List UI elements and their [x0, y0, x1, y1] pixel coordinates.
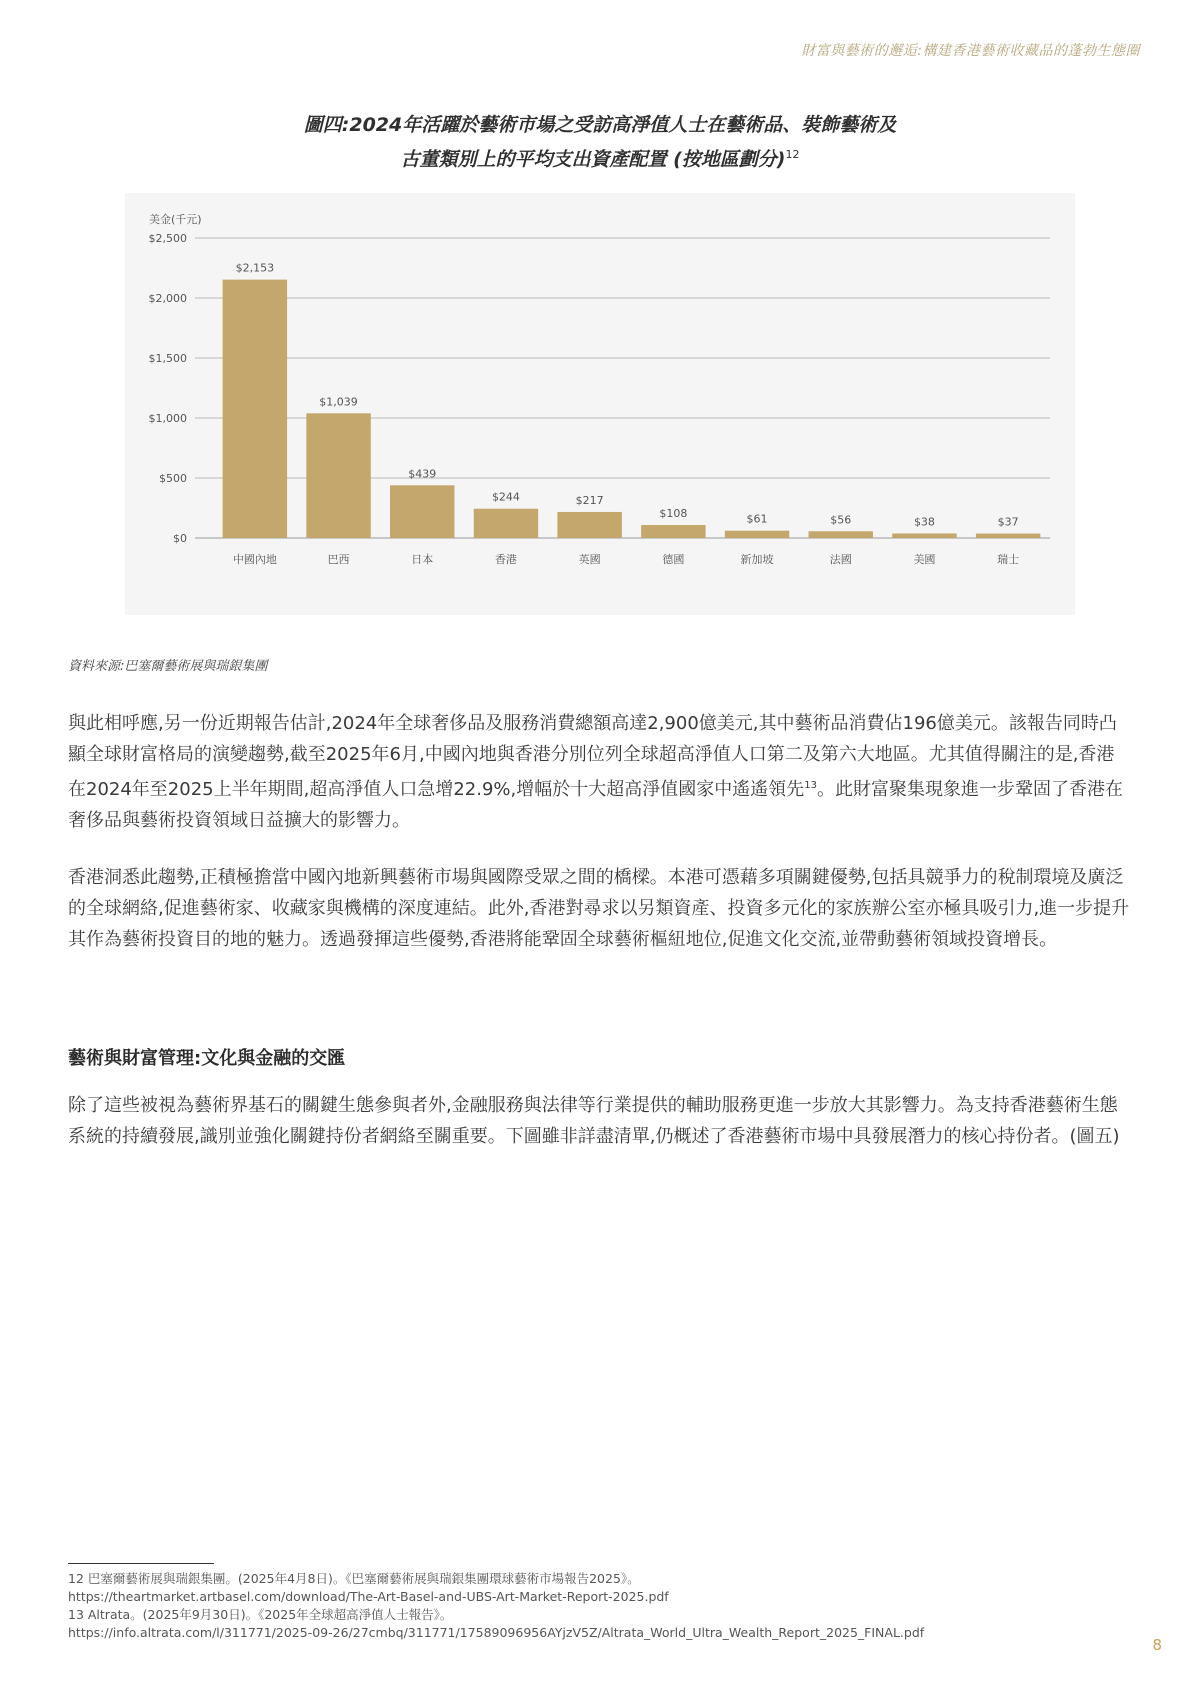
bar — [474, 509, 538, 538]
bar — [390, 485, 454, 538]
chart-source: 資料來源:巴塞爾藝術展與瑞銀集團 — [68, 659, 268, 674]
footnote-12-link[interactable]: https://theartmarket.artbasel.com/download/The-Art-Basel-and-UBS-Art-Market-Report-2025.pdf — [68, 1589, 669, 1604]
bar — [557, 512, 621, 538]
bar — [306, 413, 370, 538]
footnote-13-link[interactable]: https://info.altrata.com/l/311771/2025-09-26/27cmbq/311771/17589096956AYjzV5Z/Altrata_World_Ultra_Wealth_Report_2025_FINAL.pdf — [68, 1625, 925, 1640]
bar — [641, 525, 705, 538]
paragraph-3: 除了這些被視為藝術界基石的關鍵生態參與者外,金融服務與法律等行業提供的輔助服務更進一步放大其影響力。為支持香港藝術生態系統的持續發展,識別並強化關鍵持份者網絡至關重要。下圖雖非詳盡清單,仍概述了香港藝術市場中具發展潛力的核心持份者。(圖五) — [68, 1095, 1120, 1147]
paragraph-1 — [68, 708, 1132, 836]
data-label: $108 — [659, 507, 688, 521]
footnote-ref-13[interactable]: 13 — [804, 780, 817, 791]
x-tick-label: 法國 — [829, 553, 852, 566]
bar — [223, 280, 287, 538]
data-label: $2,153 — [235, 261, 275, 275]
x-tick-label: 美國 — [913, 553, 936, 566]
x-tick-label: 香港 — [494, 553, 517, 566]
page-number: 8 — [1152, 1636, 1162, 1654]
paragraph-1-tail: 。此財富聚集現象進一步鞏固了香港在奢侈品與藝術投資領域日益擴大的影響力。 — [68, 779, 1123, 831]
footnote-divider — [68, 1563, 214, 1564]
x-tick-label: 德國 — [662, 553, 685, 566]
x-tick-label: 中國內地 — [232, 553, 277, 566]
bar — [809, 531, 873, 538]
paragraph-1-main: 與此相呼應,另一份近期報告估計,2024年全球奢侈品及服務消費總額高達2,900億美元,其中藝術品消費佔196億美元。該報告同時凸顯全球財富格局的演變趨勢,截至2025年6月,中國內地與香港分別位列全球超高淨值人口第二及第六大地區。尤其值得關注的是,香港在2024年至2025上半年期間,超高淨值人口急增22.9%,增幅於十大超高淨值國家中遙遙領先 — [68, 713, 1117, 800]
paragraph-2: 香港洞悉此趨勢,正積極擔當中國內地新興藝術市場與國際受眾之間的橋樑。本港可憑藉多項關鍵優勢,包括具競爭力的稅制環境及廣泛的全球網絡,促進藝術家、收藏家與機構的深度連結。此外,香港對尋求以另類資產、投資多元化的家族辦公室亦極具吸引力,進一步提升其作為藝術投資目的地的魅力。透過發揮這些優勢,香港將能鞏固全球藝術樞紐地位,促進文化交流,並帶動藝術領域投資增長。 — [68, 867, 1130, 950]
data-label: $217 — [575, 493, 604, 507]
footnote-ref-12[interactable]: 12 — [785, 148, 800, 161]
bar — [892, 533, 956, 538]
bar-chart — [125, 193, 1075, 615]
x-tick-label: 瑞士 — [997, 553, 1020, 566]
x-tick-label: 日本 — [411, 553, 434, 566]
data-label: $61 — [746, 512, 768, 526]
y-tick-label: $2,500 — [148, 232, 187, 245]
figure-title-line2-text: 古董類別上的平均支出資產配置 (按地區劃分) — [400, 148, 786, 171]
figure-title — [0, 110, 1200, 174]
x-tick-label: 英國 — [578, 553, 601, 566]
y-tick-label: $0 — [173, 532, 187, 545]
figure-title-line2 — [0, 140, 1200, 174]
footnotes — [68, 1570, 1068, 1642]
y-tick-label: $1,500 — [148, 352, 187, 365]
y-tick-label: $1,000 — [148, 412, 187, 425]
bar — [976, 534, 1040, 538]
bar — [725, 531, 789, 538]
running-header: 財富與藝術的邂逅:構建香港藝術收藏品的蓬勃生態圈 — [801, 43, 1140, 59]
x-tick-label: 巴西 — [327, 553, 350, 566]
section-heading: 藝術與財富管理:文化與金融的交匯 — [68, 1048, 346, 1069]
data-label: $37 — [997, 515, 1019, 529]
data-label: $439 — [408, 467, 437, 481]
x-tick-label: 新加坡 — [740, 553, 774, 566]
figure-title-line1: 圖四:2024年活躍於藝術市場之受訪高淨值人士在藝術品、裝飾藝術及 — [303, 114, 897, 136]
y-axis-label: 美金(千元) — [149, 213, 202, 226]
y-tick-label: $2,000 — [148, 292, 187, 305]
y-tick-label: $500 — [159, 472, 187, 485]
data-label: $1,039 — [319, 395, 358, 409]
footnote-13-citation: 13 Altrata。(2025年9月30日)。《2025年全球超高淨值人士報告》。 — [68, 1607, 453, 1622]
data-label: $244 — [491, 490, 520, 504]
data-label: $38 — [913, 515, 935, 529]
footnote-12-citation: 12 巴塞爾藝術展與瑞銀集團。(2025年4月8日)。《巴塞爾藝術展與瑞銀集團環球藝術市場報告2025》。 — [68, 1571, 640, 1586]
chart-container — [125, 193, 1075, 615]
data-label: $56 — [830, 513, 852, 527]
